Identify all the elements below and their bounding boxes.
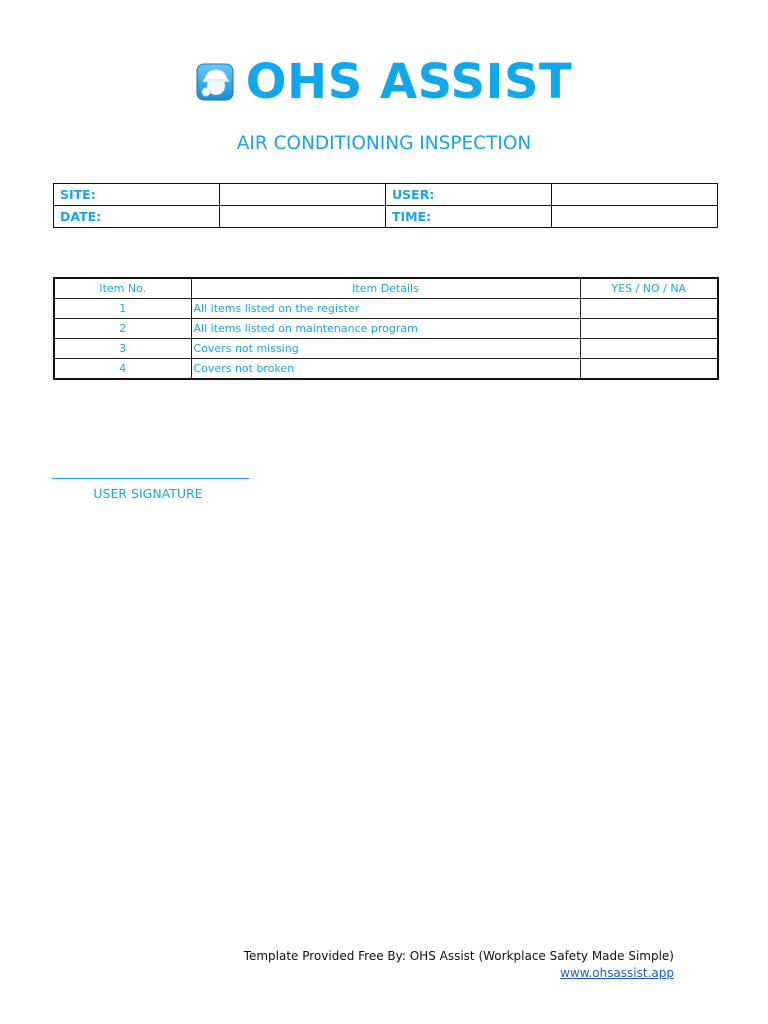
item-number: 1: [54, 299, 191, 319]
item-number: 2: [54, 319, 191, 339]
worker-helmet-icon: [196, 63, 234, 101]
info-row-date: [54, 206, 718, 228]
column-header-item-details: Item Details: [191, 278, 580, 299]
brand-header: [0, 52, 768, 112]
table-row: [54, 359, 718, 380]
item-details: All items listed on maintenance program: [191, 319, 580, 339]
site-field[interactable]: [220, 184, 386, 206]
footer-credit: Template Provided Free By: OHS Assist (Workplace Safety Made Simple): [243, 949, 674, 963]
website-link[interactable]: www.ohsassist.app: [560, 966, 674, 980]
time-field[interactable]: [552, 206, 718, 228]
item-details: Covers not broken: [191, 359, 580, 380]
item-number: 4: [54, 359, 191, 380]
info-row-site: [54, 184, 718, 206]
time-label: TIME:: [386, 206, 552, 228]
answer-cell[interactable]: [580, 339, 718, 359]
table-row: [54, 299, 718, 319]
signature-label: USER SIGNATURE: [93, 486, 203, 501]
signature-line[interactable]: [52, 478, 249, 479]
brand-row: [196, 52, 573, 112]
document-title: AIR CONDITIONING INSPECTION: [236, 133, 532, 154]
date-label: DATE:: [54, 206, 220, 228]
answer-cell[interactable]: [580, 319, 718, 339]
column-header-item-no: Item No.: [54, 278, 191, 299]
footer: [244, 948, 674, 982]
checklist-header: [54, 278, 718, 299]
user-label: USER:: [386, 184, 552, 206]
item-details: All items listed on the register: [191, 299, 580, 319]
user-field[interactable]: [552, 184, 718, 206]
checklist-table: [53, 277, 719, 380]
date-field[interactable]: [220, 206, 386, 228]
item-number: 3: [54, 339, 191, 359]
site-label: SITE:: [54, 184, 220, 206]
info-table: [53, 183, 718, 228]
answer-cell[interactable]: [580, 359, 718, 380]
column-header-answer: YES / NO / NA: [580, 278, 718, 299]
table-row: [54, 339, 718, 359]
item-details: Covers not missing: [191, 339, 580, 359]
answer-cell[interactable]: [580, 299, 718, 319]
brand-title: OHS ASSIST: [245, 54, 573, 110]
table-row: [54, 319, 718, 339]
